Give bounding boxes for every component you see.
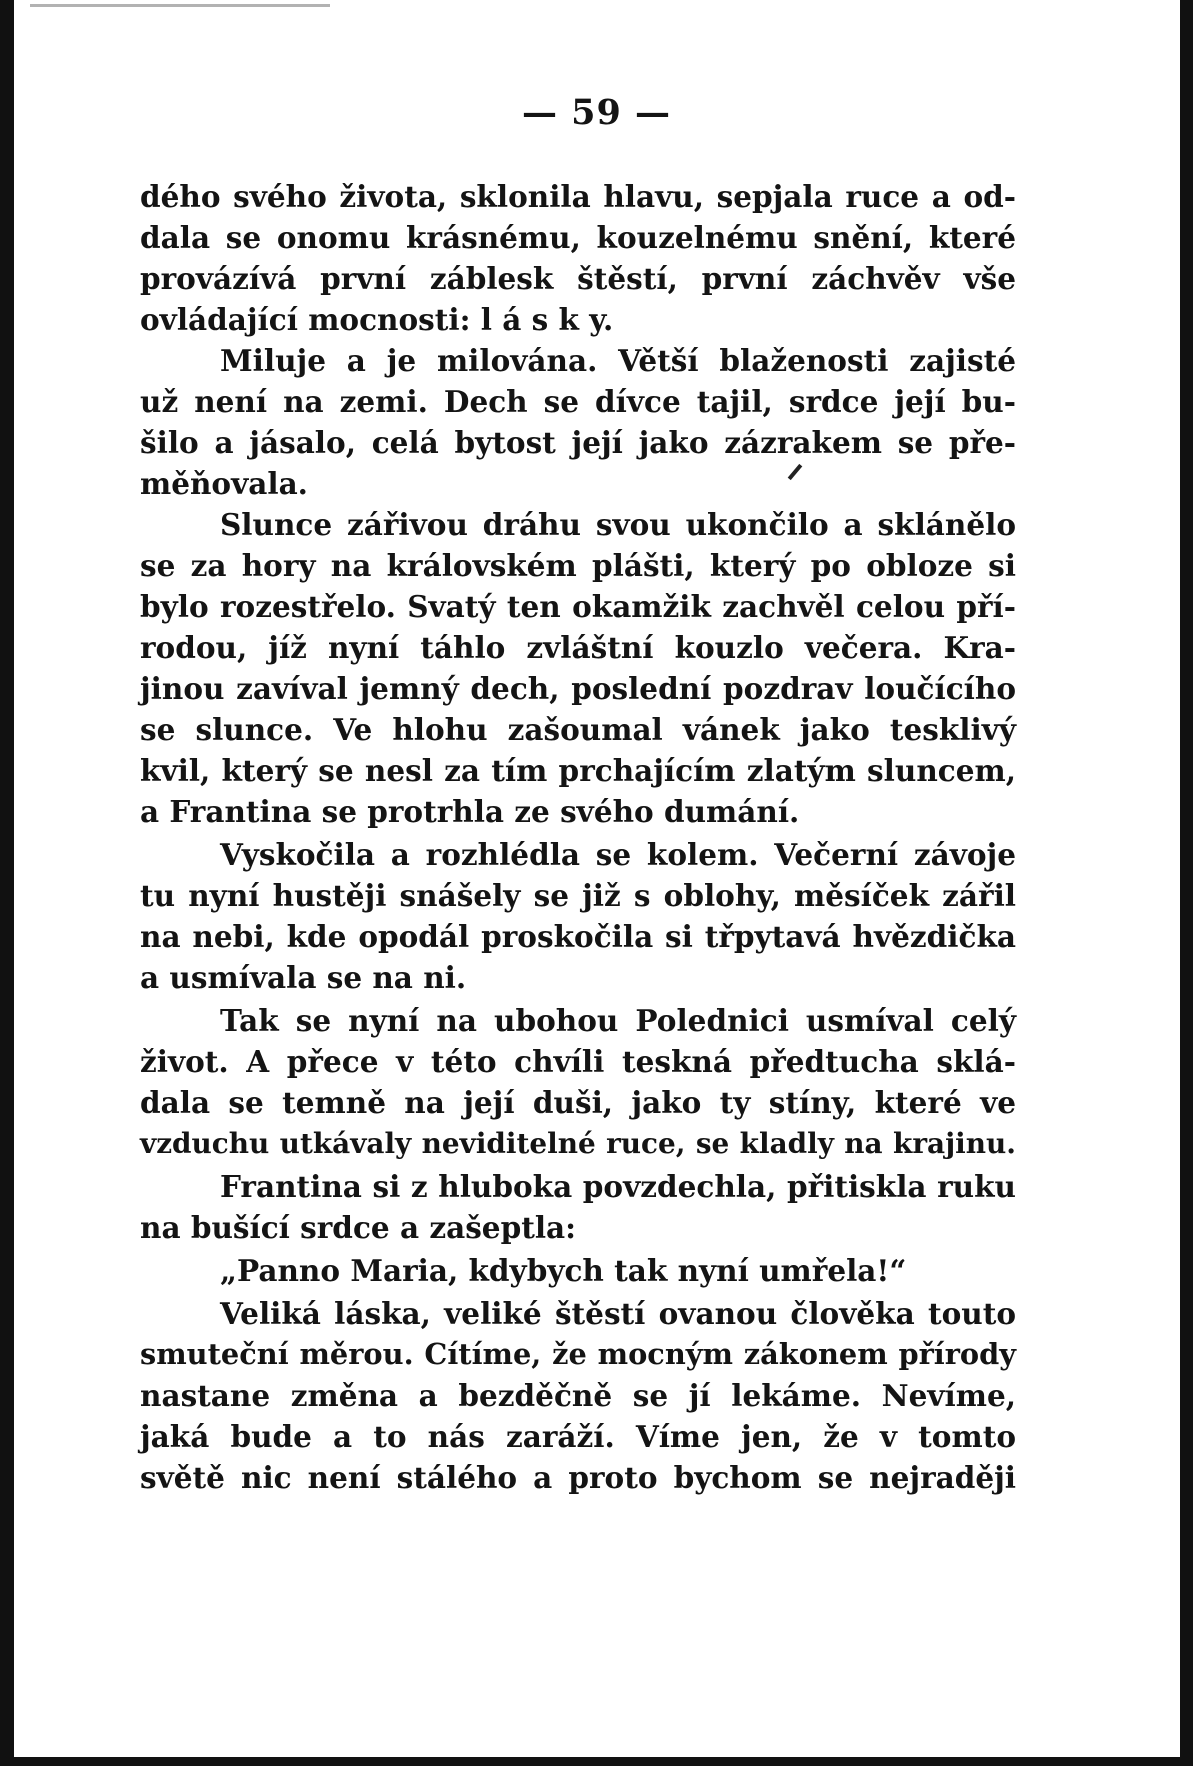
text-line: jinou zavíval jemný dech, poslední pozdrav loučícího <box>140 671 1016 706</box>
text-line: Miluje a je milována. Větší blaženosti zajisté <box>220 343 1016 378</box>
scan-top-mark <box>30 4 330 11</box>
text-line: „Panno Maria, kdybych tak nyní umřela!“ <box>220 1253 907 1288</box>
text-line: ovládající mocnosti: l á s k y. <box>140 302 614 337</box>
text-line: světě nic není stálého a proto bychom se nejraději <box>140 1460 1016 1495</box>
paragraph <box>140 1250 1016 1291</box>
text-line: dého svého života, sklonila hlavu, sepjala ruce a od- <box>140 179 1016 214</box>
text-line: Vyskočila a rozhlédla se kolem. Večerní závoje <box>220 837 1016 872</box>
text-line: se slunce. Ve hlohu zašoumal vánek jako tesklivý <box>140 712 1016 747</box>
paragraph <box>140 340 1016 504</box>
text-line: tu nyní hustěji snášely se již s oblohy, měsíček zářil <box>140 878 1016 913</box>
body-text <box>140 176 1016 1498</box>
text-line: dala se onomu krásnému, kouzelnému snění, které <box>140 220 1016 255</box>
text-line: na bušící srdce a zašeptla: <box>140 1210 577 1245</box>
text-line: a Frantina se protrhla ze svého dumání. <box>140 794 800 829</box>
text-line: Frantina si z hluboka povzdechla, přitiskla ruku <box>220 1169 1016 1204</box>
scan-border-right <box>1180 0 1193 1766</box>
text-line: smuteční měrou. Cítíme, že mocným zákonem přírody <box>140 1337 1016 1371</box>
text-line: bylo rozestřelo. Svatý ten okamžik zachvěl celou pří- <box>140 589 1016 624</box>
text-line: rodou, jíž nyní táhlo zvláštní kouzlo večera. Kra- <box>140 630 1016 665</box>
paragraph <box>140 176 1016 340</box>
paragraph <box>140 1000 1016 1164</box>
scan-border-bottom <box>0 1757 1193 1766</box>
text-line: vzduchu utkávaly neviditelné ruce, se kladly na krajinu. <box>140 1127 1016 1160</box>
text-line: se za hory na královském plášti, který po obloze si <box>140 548 1016 583</box>
text-line: nastane změna a bezděčně se jí lekáme. Nevíme, <box>140 1378 1016 1413</box>
text-line: Slunce zářivou dráhu svou ukončilo a sklánělo <box>220 507 1016 542</box>
text-line: na nebi, kde opodál proskočila si třpytavá hvězdička <box>140 919 1016 954</box>
page-number: — 59 — <box>521 92 672 133</box>
paragraph <box>140 1293 1016 1498</box>
text-line: život. A přece v této chvíli teskná předtucha sklá- <box>140 1044 1016 1079</box>
text-line: a usmívala se na ni. <box>140 960 467 995</box>
text-line: Tak se nyní na ubohou Polednici usmíval celý <box>220 1003 1016 1038</box>
text-line: jaká bude a to nás zaráží. Víme jen, že v tomto <box>140 1419 1016 1454</box>
text-line: měňovala. <box>140 466 308 501</box>
text-line: už není na zemi. Dech se dívce tajil, srdce její bu- <box>140 384 1016 419</box>
text-line: šilo a jásalo, celá bytost její jako zázrakem se pře- <box>140 425 1016 460</box>
text-line: provázívá první záblesk štěstí, první záchvěv vše <box>140 261 1016 296</box>
paragraph <box>140 1166 1016 1248</box>
scan-border-left <box>0 0 14 1766</box>
text-line: dala se temně na její duši, jako ty stíny, které ve <box>140 1085 1016 1120</box>
paragraph <box>140 834 1016 998</box>
text-line: Veliká láska, veliké štěstí ovanou člověka touto <box>220 1296 1016 1331</box>
text-line: kvil, který se nesl za tím prchajícím zlatým sluncem, <box>140 753 1016 788</box>
paragraph <box>140 504 1016 832</box>
